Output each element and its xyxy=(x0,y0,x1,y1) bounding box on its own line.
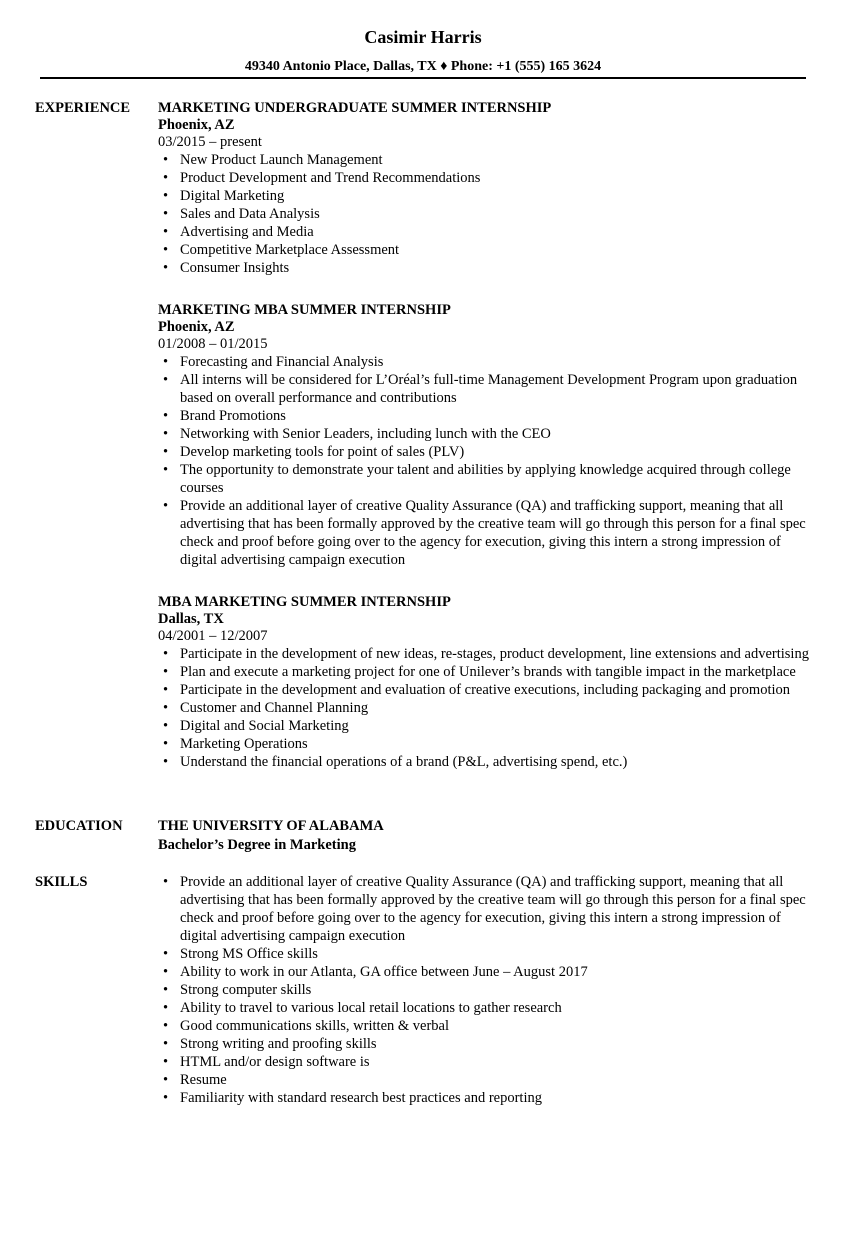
job-dates: 01/2008 – 01/2015 xyxy=(158,336,268,352)
section-label-skills: SKILLS xyxy=(35,874,88,890)
list-item: • Brand Promotions xyxy=(158,407,818,425)
candidate-name: Casimir Harris xyxy=(364,27,482,47)
job-dates: 04/2001 – 12/2007 xyxy=(158,628,268,644)
job-title: MARKETING MBA SUMMER INTERNSHIP xyxy=(158,302,451,318)
list-item: • Digital and Social Marketing xyxy=(158,717,818,735)
list-item: • Ability to travel to various local retail locations to gather research xyxy=(158,999,818,1017)
list-item: • Resume xyxy=(158,1071,818,1089)
list-item: • Strong writing and proofing skills xyxy=(158,1035,818,1053)
list-item: • Customer and Channel Planning xyxy=(158,699,818,717)
header-divider xyxy=(40,77,806,79)
job-location: Dallas, TX xyxy=(158,611,224,627)
list-item: • Participate in the development of new ideas, re-stages, product development, line extensions and advertising xyxy=(158,645,818,663)
list-item: • New Product Launch Management xyxy=(158,151,818,169)
job-location: Phoenix, AZ xyxy=(158,117,235,133)
job-entry xyxy=(158,99,818,277)
list-item: • Product Development and Trend Recommendations xyxy=(158,169,818,187)
list-item: • Participate in the development and evaluation of creative executions, including packaging and promotion xyxy=(158,681,818,699)
school-name: THE UNIVERSITY OF ALABAMA xyxy=(158,818,384,834)
degree-name: Bachelor’s Degree in Marketing xyxy=(158,837,356,853)
list-item: • Marketing Operations xyxy=(158,735,818,753)
list-item: • Provide an additional layer of creative Quality Assurance (QA) and trafficking support, meaning that all advertising that has been formally approved by the creative team will go through this person for a final spec check and proof before going over to the agency for execution, giving this intern a strong impression of digital advertising campaign execution xyxy=(158,873,818,945)
list-item: • Understand the financial operations of a brand (P&L, advertising spend, etc.) xyxy=(158,753,818,771)
list-item: • Develop marketing tools for point of sales (PLV) xyxy=(158,443,818,461)
list-item: • Forecasting and Financial Analysis xyxy=(158,353,818,371)
job-location: Phoenix, AZ xyxy=(158,319,235,335)
job-bullets xyxy=(158,645,818,771)
experience-body xyxy=(158,99,818,795)
job-entry xyxy=(158,593,818,771)
job-bullets xyxy=(158,353,818,569)
list-item: • Ability to work in our Atlanta, GA office between June – August 2017 xyxy=(158,963,818,981)
list-item: • All interns will be considered for L’Oréal’s full-time Management Development Program upon graduation based on overall performance and contributions xyxy=(158,371,818,407)
job-title: MARKETING UNDERGRADUATE SUMMER INTERNSHIP xyxy=(158,100,552,116)
section-label-education: EDUCATION xyxy=(35,818,123,834)
list-item: • HTML and/or design software is xyxy=(158,1053,818,1071)
education-body xyxy=(158,817,818,855)
list-item: • The opportunity to demonstrate your talent and abilities by applying knowledge acquired through college courses xyxy=(158,461,818,497)
skills-body xyxy=(158,873,818,1107)
list-item: • Strong computer skills xyxy=(158,981,818,999)
list-item: • Good communications skills, written & verbal xyxy=(158,1017,818,1035)
list-item: • Networking with Senior Leaders, including lunch with the CEO xyxy=(158,425,818,443)
list-item: • Sales and Data Analysis xyxy=(158,205,818,223)
job-dates: 03/2015 – present xyxy=(158,134,262,150)
list-item: • Strong MS Office skills xyxy=(158,945,818,963)
section-label-experience: EXPERIENCE xyxy=(35,100,131,116)
skills-list xyxy=(158,873,818,1107)
list-item: • Advertising and Media xyxy=(158,223,818,241)
contact-info: 49340 Antonio Place, Dallas, TX ♦ Phone: +1 (555) 165 3624 xyxy=(244,59,602,74)
job-entry xyxy=(158,301,818,569)
list-item: • Plan and execute a marketing project for one of Unilever’s brands with tangible impact in the marketplace xyxy=(158,663,818,681)
list-item: • Familiarity with standard research best practices and reporting xyxy=(158,1089,818,1107)
list-item: • Competitive Marketplace Assessment xyxy=(158,241,818,259)
job-bullets xyxy=(158,151,818,277)
list-item: • Digital Marketing xyxy=(158,187,818,205)
job-title: MBA MARKETING SUMMER INTERNSHIP xyxy=(158,594,451,610)
list-item: • Provide an additional layer of creative Quality Assurance (QA) and trafficking support, meaning that all advertising that has been formally approved by the creative team will go through this person for a final spec check and proof before going over to the agency for execution, giving this intern a strong impression of digital advertising campaign execution xyxy=(158,497,818,569)
list-item: • Consumer Insights xyxy=(158,259,818,277)
